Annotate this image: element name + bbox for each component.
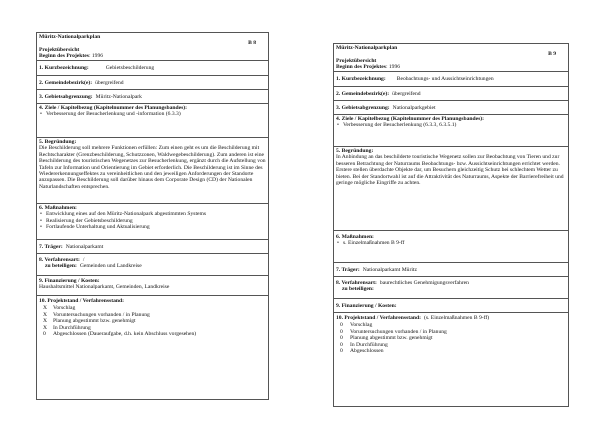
status-option: 0 Vorschlag [340,322,373,329]
plan-title: Müritz-Nationalparkplan [39,34,101,40]
section-measures: 6. Maßnahmen: • s. Einzelmaßnahmen B 9-ff [334,231,568,263]
section-financing: 9. Finanzierung / Kosten: [334,299,568,313]
sheet-header [334,44,568,72]
measure-item: • Entwicklung eines auf den Müritz-Nationalpark abgestimmten Systems [46,211,266,217]
section-procedure: 8. Verfahrensart: baurechtliches Genehmigungsverfahren zu beteiligen: [334,277,568,299]
goal-item: • Verbesserung der Besucherlenkung (6.3.3, 6.3.5.1) [343,122,566,128]
section-measures: 6. Maßnahmen: • Entwicklung eines auf den Müritz-Nationalpark abgestimmten Systems • Realisierung der Gebietsbeschilderung • Fortlaufende Unterhaltung und Aktualisierung [37,204,268,240]
status-option: X Voruntersuchungen vorhanden / in Planung [43,311,150,318]
section-municipality: 2. Gemeindebezirk(e): übergreifend [37,76,268,90]
measure-item: • Fortlaufende Unterhaltung und Aktualisierung [46,224,266,230]
status-option: 0 In Durchführung [340,341,388,348]
section-justification: 5. Begründung: In Anbindung an das beschilderte touristische Wegenetz sollen zur Beobachtung von Tieren und zur besseren Betrachtung der Naturraums Beobachtungs- bzw. Aussichtseinrichtungen errichtet werden. Erstere stellen überdachte Objekte dar, um Besuchern gleichzeitig Schutz bei schlechtem Wetter zu bieten. Bei der Standortwahl ist auf die Attraktivität des Naturraums, Aspekte der Barrierefreiheit und geringe mögliche Eingriffe zu achten. [334,147,568,231]
sheet-header [37,33,268,61]
project-start: Beginn des Projektes: 1996 [336,64,401,71]
goal-item: • Verbesserung der Besucherlenkung und -information (6.3.3) [46,111,266,117]
section-procedure: 8. Verfahrensart: / zu beteiligen: Gemeinden und Landkreise [37,254,268,276]
measure-item: • Realisierung der Gebietsbeschilderung [46,218,266,224]
status-option: 0 Planung abgestimmt bzw. genehmigt [340,335,433,342]
status-option: 0 Abgeschlossen (Daueraufgabe, d.h. kein Abschluss vorgesehen) [43,331,197,338]
section-area: 3. Gebietsabgrenzung: Nationalparkgebiet [334,101,568,115]
section-short-name: 1. Kurzbezeichnung: Beobachtungs- und Aussichtseinrichtungen [334,72,568,87]
section-sponsor: 7. Träger: Nationalparkamt Müritz [334,263,568,277]
sheet-subtitle: Projektübersicht [39,46,80,53]
sheet-code: B 9 [548,51,556,58]
section-status: 10. Projektstand / Verfahrensstand: X Vorschlag X Voruntersuchungen vorhanden / in Planung X Planung abgestimmt bzw. genehmigt X In Durchführung 0 Abgeschlossen (Daueraufgabe, d.h. kein Abschluss vorgesehen) [37,296,268,396]
justification-text: Die Beschilderung soll mehrere Funktionen erfüllen: Zum einen geht es um die Beschilderung mit Rechtscharakter (Grenzbeschilderung, Schutzzonen, Waldwegebeschilderung). Zum anderen ist eine Beschilderung des touristischen Wegenetzes zur Besucherlenkung, ergänzt durch die Aufstellung von Tafeln zur Information und Orientierung im Gebiet erforderlich. Die Beschilderung ist im Sinne des Wiedererkennungseffektes zu vereinheitlichen und den jeweiligen Anforderungen der Standorte anzupassen. Die Beschilderung soll darüber hinaus dem Corporate Design (CD) der Nationalen Naturlandschaften entsprechen. [39,145,266,190]
section-goals: 4. Ziele / Kapitelbezug (Kapitelnummer des Planungsbandes): • Verbesserung der Besucherlenkung und -information (6.3.3) [37,104,268,138]
status-option: X Planung abgestimmt bzw. genehmigt [43,318,136,325]
section-sponsor: 7. Träger: Nationalparkamt [37,240,268,254]
section-municipality: 2. Gemeindebezirk(e): übergreifend [334,87,568,101]
section-goals: 4. Ziele / Kapitelbezug (Kapitelnummer des Planungsbandes): • Verbesserung der Besucherlenkung (6.3.3, 6.3.5.1) [334,115,568,147]
plan-title: Müritz-Nationalparkplan [336,45,398,51]
section-justification: 5. Begründung: Die Beschilderung soll mehrere Funktionen erfüllen: Zum einen geht es um die Beschilderung mit Rechtscharakter (Grenzbeschilderung, Schutzzonen, Waldwegebeschilderung). Zum anderen ist eine Beschilderung des touristischen Wegenetzes zur Besucherlenkung, ergänzt durch die Aufstellung von Tafeln zur Information und Orientierung im Gebiet erforderlich. Die Beschilderung ist im Sinne des Wiedererkennungseffektes zu vereinheitlichen und den jeweiligen Anforderungen der Standorte anzupassen. Die Beschilderung soll darüber hinaus dem Corporate Design (CD) der Nationalen Naturlandschaften entsprechen. [37,138,268,204]
justification-text: In Anbindung an das beschilderte touristische Wegenetz sollen zur Beobachtung von Tieren und zur besseren Betrachtung der Naturraums Beobachtungs- bzw. Aussichtseinrichtungen errichtet werden. Erstere stellen überdachte Objekte dar, um Besuchern gleichzeitig Schutz bei schlechtem Wetter zu bieten. Bei der Standortwahl ist auf die Attraktivität des Naturraums, Aspekte der Barrierefreiheit und geringe mögliche Eingriffe zu achten. [336,154,564,187]
project-sheet-b9 [333,43,569,407]
section-area: 3. Gebietsabgrenzung: Müritz-Nationalpark [37,90,268,104]
sheet-code: B 8 [248,40,256,47]
status-option: 0 Voruntersuchungen vorhanden / in Planung [340,328,447,335]
section-financing: 9. Finanzierung / Kosten: Haushaltsmittel Nationalparkamt, Gemeinden, Landkreise [37,276,268,296]
project-sheet-b8 [36,32,269,400]
sheet-subtitle: Projektübersicht [336,57,377,64]
status-option: X Vorschlag [43,305,76,312]
section-short-name: 1. Kurzbezeichnung: Gebietsbeschilderung [37,61,268,76]
project-start: Beginn des Projektes: 1996 [39,53,104,60]
status-option: X In Durchführung [43,324,91,331]
measure-item: • s. Einzelmaßnahmen B 9-ff [343,240,566,246]
status-option: 0 Abgeschlossen [340,348,384,355]
section-status: 10. Projektstand / Verfahrensstand: (s. Einzelmaßnahmen B 9-ff) 0 Vorschlag 0 Voruntersuchungen vorhanden / in Planung 0 Planung abgestimmt bzw. genehmigt 0 In Durchführung 0 Abgeschlossen [334,313,568,407]
